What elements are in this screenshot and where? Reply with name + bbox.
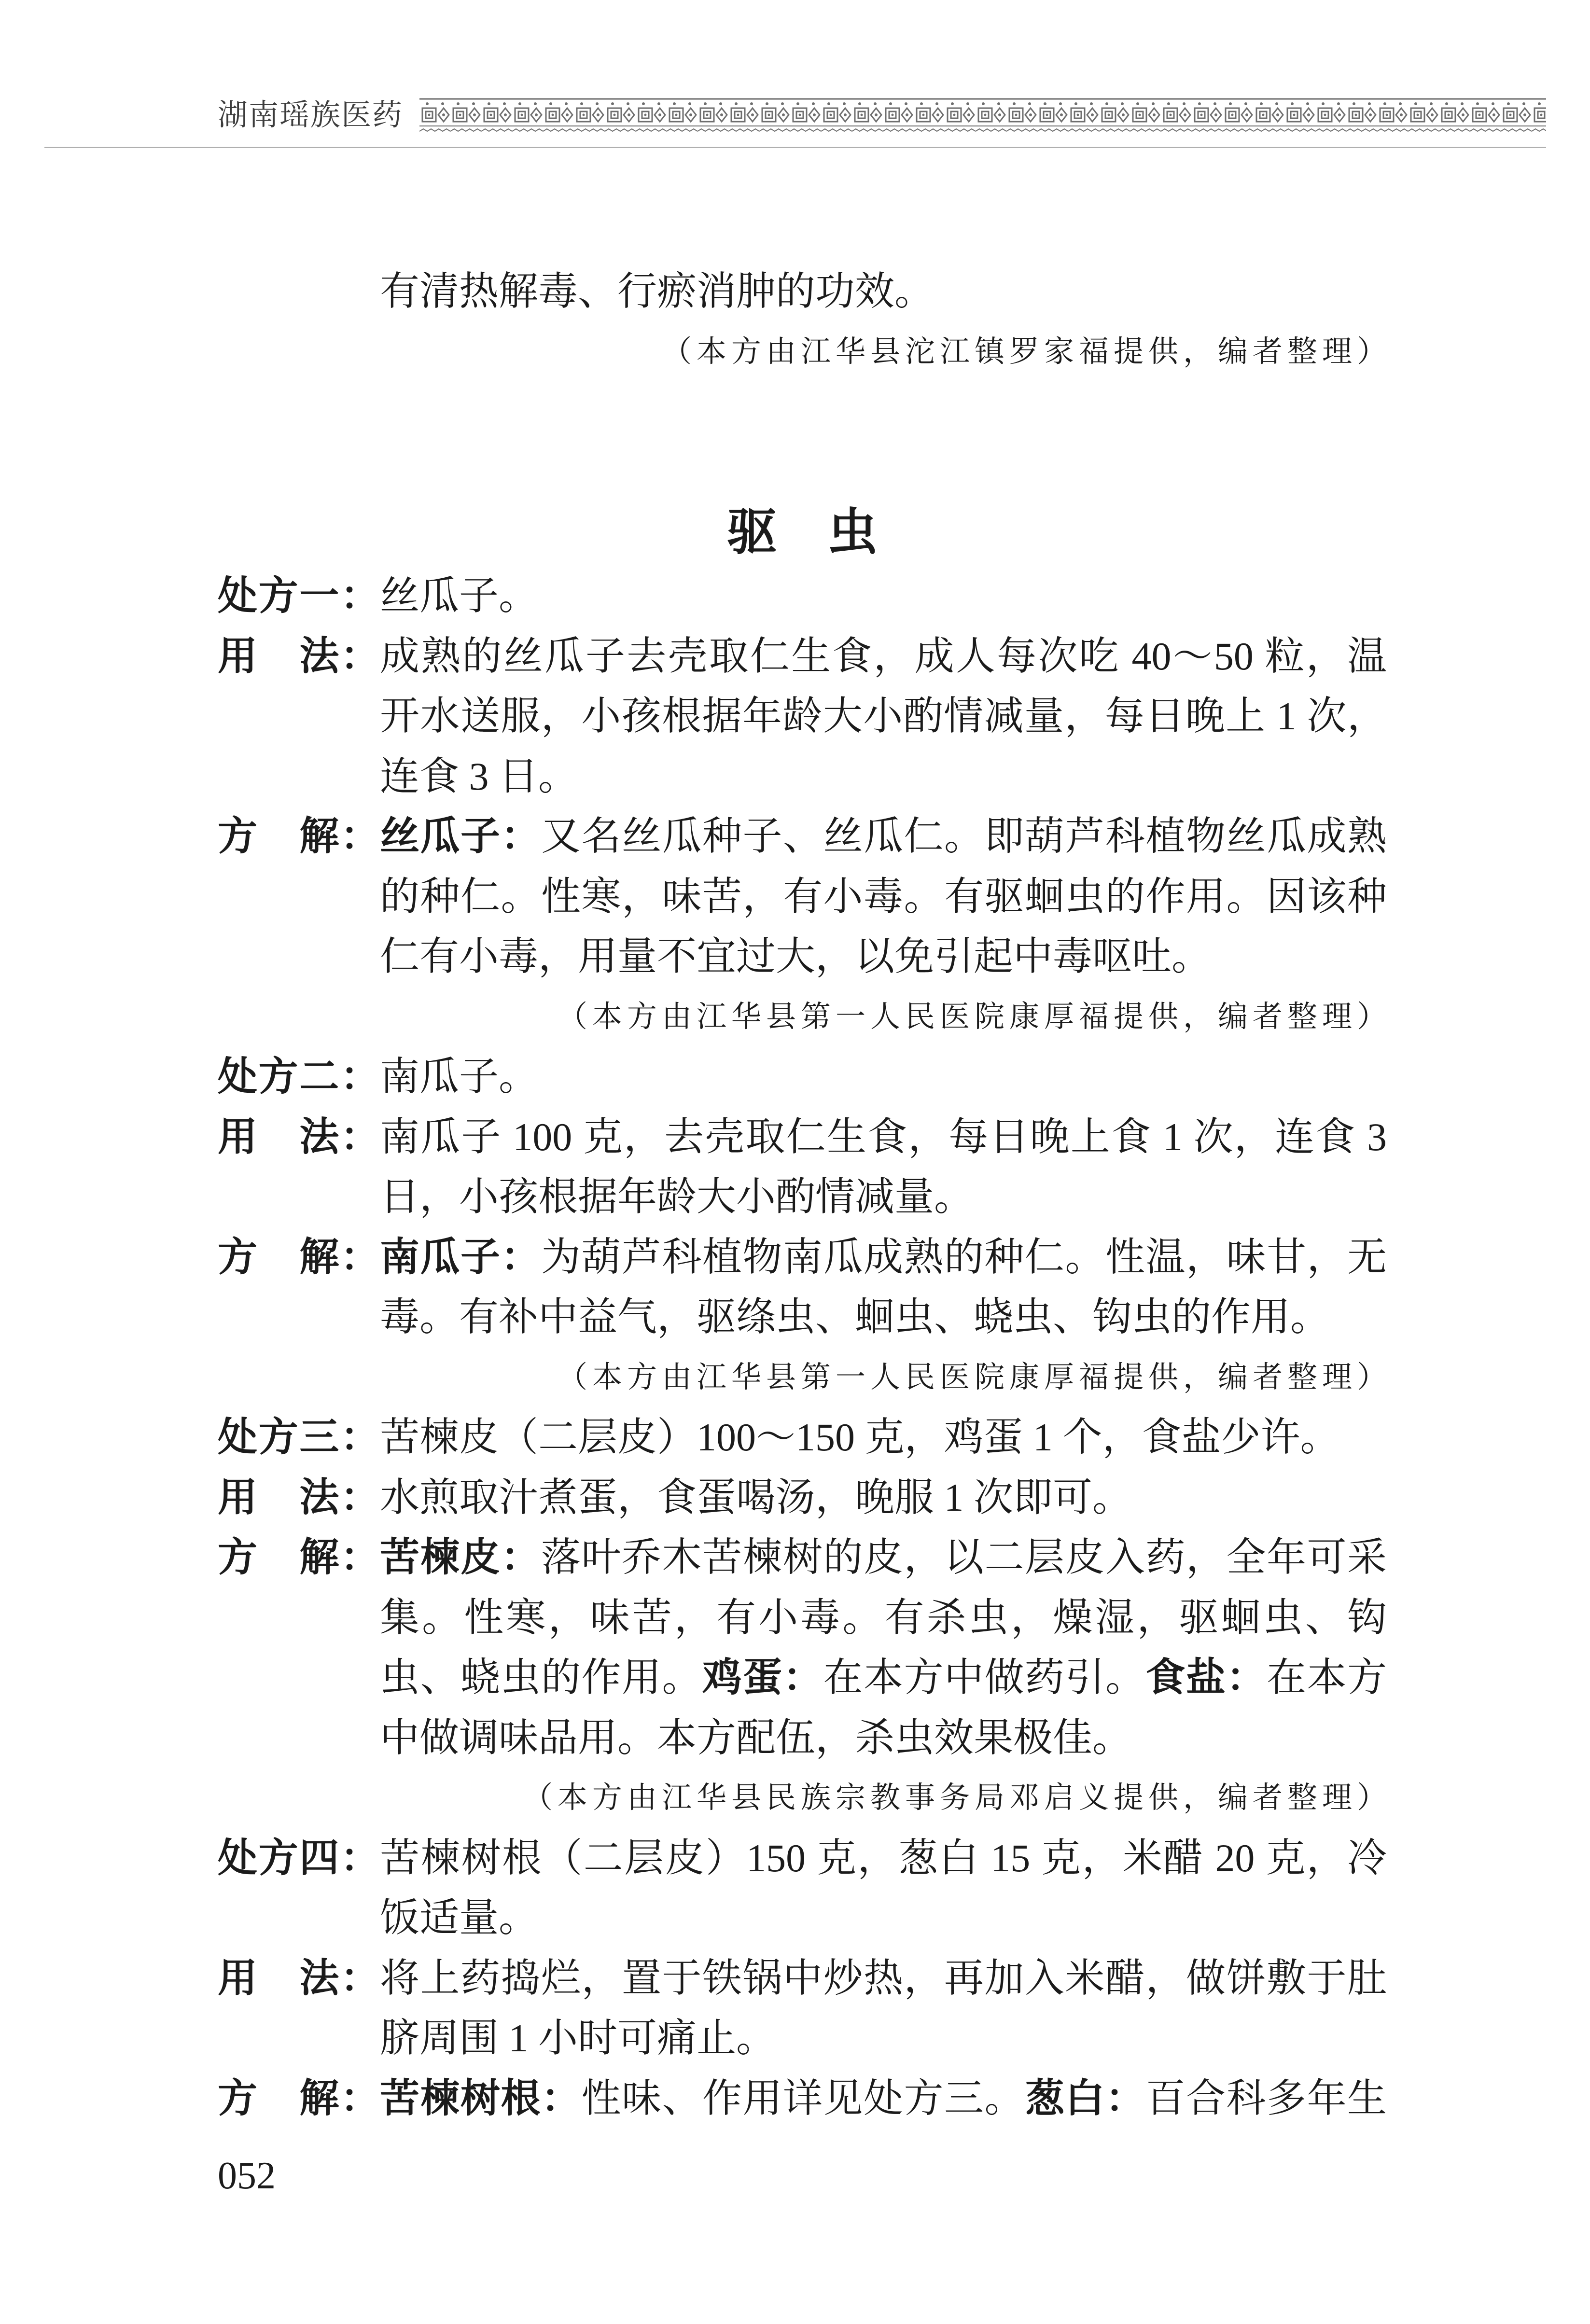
explanation-row	[218, 1708, 1387, 1768]
usage-row	[218, 1468, 1387, 1528]
explanation-label: 方 解：	[218, 814, 380, 858]
usage-row	[218, 1107, 1387, 1168]
prescription-list	[218, 566, 1392, 2129]
usage-line: 成熟的丝瓜子去壳取仁生食，成人每次吃 40～50 粒，温	[380, 634, 1387, 678]
explanation-line	[380, 807, 1387, 867]
prescription-row	[218, 1047, 1387, 1107]
ornamental-border-band	[419, 97, 1546, 134]
explanation-line	[380, 1648, 1387, 1708]
explanation-row	[218, 807, 1387, 867]
explanation-row	[218, 1227, 1387, 1288]
usage-line: 日，小孩根据年龄大小酌情减量。	[380, 1175, 974, 1219]
prescription-label: 处方四：	[218, 1836, 380, 1880]
formula-line: 苦楝皮（二层皮）100～150 克，鸡蛋 1 个，食盐少许。	[380, 1415, 1340, 1459]
usage-line: 脐周围 1 小时可痛止。	[380, 2016, 776, 2060]
prescription-label: 处方二：	[218, 1055, 380, 1099]
page-number: 052	[218, 2155, 276, 2197]
usage-label: 用 法：	[218, 1475, 380, 1519]
explanation-line: 中做调味品用。本方配伍，杀虫效果极佳。	[380, 1715, 1132, 1760]
header-rule	[44, 147, 1546, 148]
explanation-text: 百合科多年生	[1145, 2076, 1387, 2120]
continuation-block	[218, 262, 1392, 382]
herb-term: 苦楝树根：	[380, 2076, 582, 2120]
usage-line: 水煎取汁煮蛋，食蛋喝汤，晚服 1 次即可。	[380, 1475, 1132, 1519]
usage-row	[218, 1948, 1387, 2009]
usage-label: 用 法：	[218, 1114, 380, 1159]
prescription-row	[218, 1888, 1387, 1948]
prescription-label: 处方三：	[218, 1415, 380, 1459]
explanation-label: 方 解：	[218, 1235, 380, 1279]
explanation-row	[218, 927, 1387, 987]
herb-term: 南瓜子：	[380, 1235, 541, 1279]
explanation-text: 性味、作用详见处方三。	[581, 2076, 1025, 2120]
explanation-line: 集。性寒，味苦，有小毒。有杀虫，燥湿，驱蛔虫、钩	[380, 1595, 1387, 1640]
usage-row	[218, 626, 1387, 687]
explanation-row	[218, 2069, 1387, 2129]
explanation-label: 方 解：	[218, 2076, 380, 2120]
explanation-line	[380, 1528, 1387, 1588]
continuation-line: 有清热解毒、行瘀消肿的功效。	[380, 269, 934, 313]
explanation-row	[218, 1528, 1387, 1588]
explanation-line	[380, 2069, 1387, 2129]
source-credit: （本方由江华县第一人民医院康厚福提供，编者整理）	[557, 1000, 1392, 1033]
explanation-text: 在本方	[1266, 1656, 1387, 1699]
usage-row	[218, 747, 1387, 807]
source-credit: （本方由江华县沱江镇罗家福提供，编者整理）	[661, 335, 1392, 368]
explanation-line: 的种仁。性寒，味苦，有小毒。有驱蛔虫的作用。因该种	[380, 874, 1387, 918]
prescription-row	[218, 566, 1387, 626]
prescription-row	[218, 1407, 1387, 1468]
formula-line: 苦楝树根（二层皮）150 克，葱白 15 克，米醋 20 克，冷	[380, 1836, 1387, 1880]
formula-line: 丝瓜子。	[380, 574, 539, 618]
usage-row	[218, 2008, 1387, 2069]
usage-line: 开水送服，小孩根据年龄大小酌情减量，每日晚上 1 次，	[380, 694, 1387, 738]
explanation-text: 为葫芦科植物南瓜成熟的种仁。性温，味甘，无	[541, 1235, 1387, 1279]
explanation-line: 毒。有补中益气，驱绦虫、蛔虫、蛲虫、钩虫的作用。	[380, 1295, 1330, 1339]
herb-term: 鸡蛋：	[702, 1656, 823, 1699]
herb-term: 苦楝皮：	[380, 1535, 541, 1579]
explanation-text: 虫、蛲虫的作用。	[380, 1656, 702, 1699]
usage-label: 用 法：	[218, 634, 380, 678]
herb-term: 食盐：	[1145, 1656, 1267, 1699]
herb-term: 丝瓜子：	[380, 814, 541, 858]
ornament-pattern-fill	[419, 97, 1546, 134]
section-title: 驱 虫	[726, 505, 878, 560]
prescription-row	[218, 1828, 1387, 1889]
explanation-row	[218, 1648, 1387, 1708]
explanation-line: 仁有小毒，用量不宜过大，以免引起中毒呕吐。	[380, 934, 1212, 978]
herb-term: 葱白：	[1024, 2076, 1146, 2120]
explanation-text: 落叶乔木苦楝树的皮，以二层皮入药，全年可采	[541, 1535, 1387, 1579]
running-header-title: 湖南瑶族医药	[218, 97, 404, 132]
explanation-text: 又名丝瓜种子、丝瓜仁。即葫芦科植物丝瓜成熟	[541, 814, 1387, 858]
explanation-text: 在本方中做药引。	[823, 1656, 1146, 1699]
source-credit: （本方由江华县第一人民医院康厚福提供，编者整理）	[557, 1361, 1392, 1394]
usage-label: 用 法：	[218, 1956, 380, 2000]
prescription-label: 处方一：	[218, 574, 380, 618]
continuation-row	[218, 262, 1387, 322]
usage-line: 连食 3 日。	[380, 754, 578, 798]
explanation-row	[218, 1287, 1387, 1348]
formula-line: 南瓜子。	[380, 1055, 539, 1099]
source-credit: （本方由江华县民族宗教事务局邓启义提供，编者整理）	[522, 1781, 1392, 1814]
usage-line: 南瓜子 100 克，去壳取仁生食，每日晚上食 1 次，连食 3	[380, 1114, 1387, 1159]
explanation-label: 方 解：	[218, 1535, 380, 1579]
explanation-row	[218, 867, 1387, 927]
usage-line: 将上药捣烂，置于铁锅中炒热，再加入米醋，做饼敷于肚	[380, 1956, 1387, 2000]
formula-line: 饭适量。	[380, 1896, 539, 1940]
explanation-line	[380, 1227, 1387, 1288]
usage-row	[218, 1167, 1387, 1227]
explanation-row	[218, 1588, 1387, 1648]
usage-row	[218, 686, 1387, 747]
